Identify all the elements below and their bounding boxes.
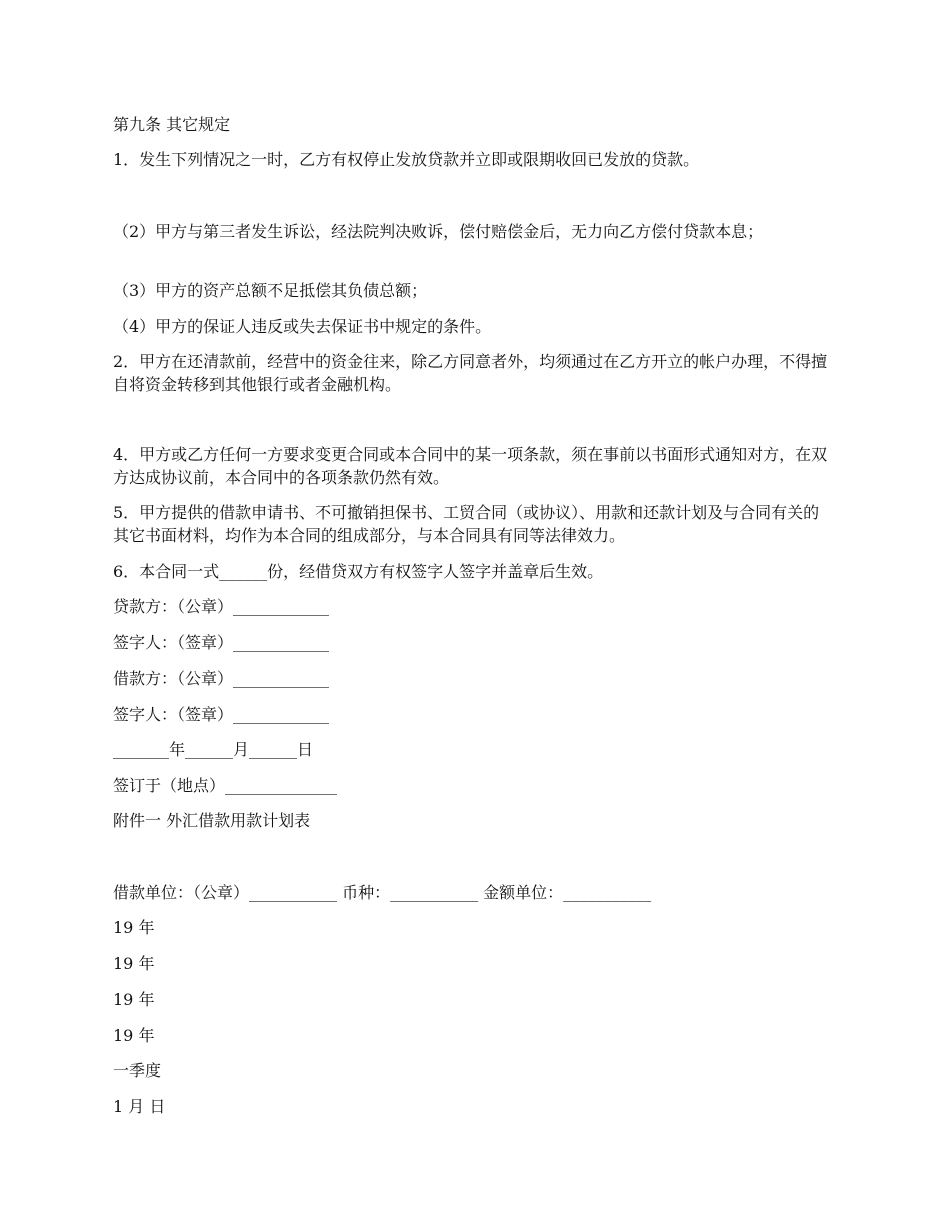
attachment-row: 19 年 bbox=[113, 918, 155, 937]
borrower-signer-line: 签字人：（签章）____________ bbox=[113, 705, 330, 724]
clause-5: 5．甲方提供的借款申请书、不可撤销担保书、工贸合同（或协议）、用款和还款计划及与合同有关的其它书面材料，均作为本合同的组成部分，与本合同具有同等法律效力。 bbox=[113, 503, 820, 545]
clause-1-item-2: （2）甲方与第三者发生诉讼，经法院判决败诉，偿付赔偿金后，无力向乙方偿付贷款本息； bbox=[113, 222, 764, 241]
sign-date-line: _______年______月______日 bbox=[113, 740, 314, 759]
clause-1: 1．发生下列情况之一时，乙方有权停止发放贷款并立即或限期收回已发放的贷款。 bbox=[113, 150, 700, 169]
attachment-row: 1 月 日 bbox=[113, 1097, 166, 1116]
attachment-row: 19 年 bbox=[113, 954, 155, 973]
attachment-title: 附件一 外汇借款用款计划表 bbox=[113, 811, 311, 830]
attachment-row: 一季度 bbox=[113, 1061, 162, 1080]
clause-1-item-3: （3）甲方的资产总额不足抵偿其负债总额； bbox=[113, 281, 428, 300]
article-title: 第九条 其它规定 bbox=[113, 115, 231, 134]
clause-1-item-4: （4）甲方的保证人违反或失去保证书中规定的条件。 bbox=[113, 317, 492, 336]
lender-signer-line: 签字人：（签章）____________ bbox=[113, 633, 330, 652]
clause-4: 4．甲方或乙方任何一方要求变更合同或本合同中的某一项条款，须在事前以书面形式通知对方，在双方达成协议前，本合同中的各项条款仍然有效。 bbox=[113, 445, 828, 487]
sign-place-line: 签订于（地点）______________ bbox=[113, 776, 338, 795]
attachment-header: 借款单位：（公章）___________ 币种：___________ 金额单位：___________ bbox=[113, 883, 652, 902]
clause-2: 2．甲方在还清款前，经营中的资金往来，除乙方同意者外，均须通过在乙方开立的帐户办理，不得擅自将资金转移到其他银行或者金融机构。 bbox=[113, 352, 828, 394]
borrower-seal-line: 借款方：（公章）____________ bbox=[113, 669, 330, 688]
attachment-row: 19 年 bbox=[113, 990, 155, 1009]
lender-seal-line: 贷款方：（公章）____________ bbox=[113, 597, 330, 616]
attachment-row: 19 年 bbox=[113, 1026, 155, 1045]
clause-6: 6．本合同一式______份，经借贷双方有权签字人签字并盖章后生效。 bbox=[113, 562, 604, 581]
